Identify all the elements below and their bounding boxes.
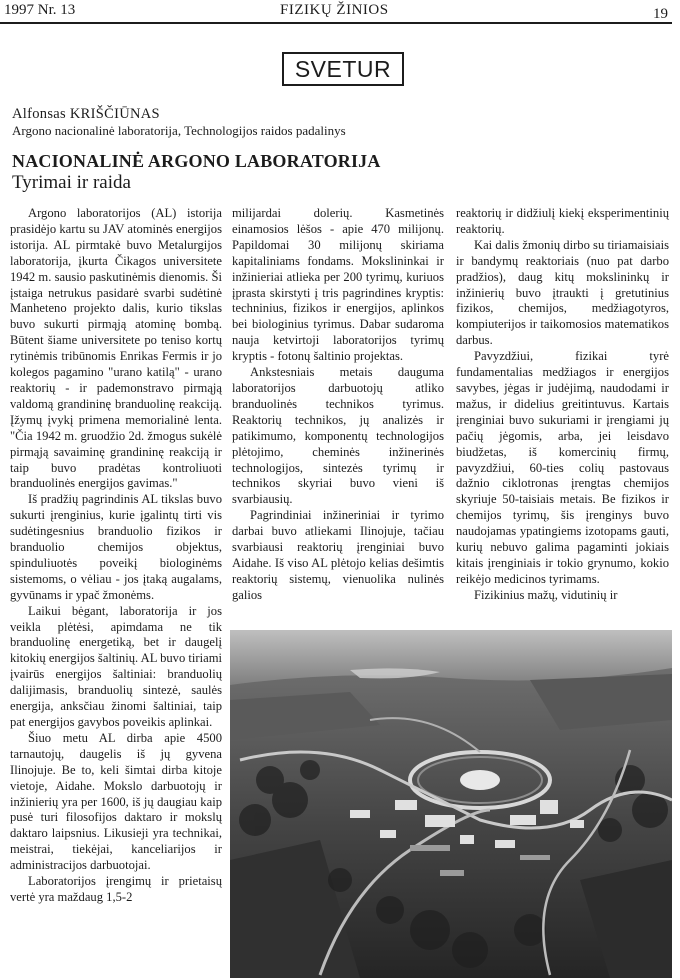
text-column-1 <box>10 206 222 906</box>
paragraph: Argono laboratorijos (AL) istorija prasidėjo kartu su JAV atominės energijos istorija. AL pirmtakė buvo Metalurgijos laboratorija, įkurta Čikagos universitete 1942 m. sausio paskutinėmis dienomis. Ši įstaiga netrukus pasidarė svarbi sudėtinė Manheteno projekto dalis, kurio tikslas buvo sukurti pirmąją atominę bombą. Būtent šiame universitete po teniso kortų rytinėmis tribūnomis Enrikas Fermis ir jo kolegos pagamino "urano katilą" - urano reaktorių - ir pademonstravo pirmąją valdomą grandininę branduolinę reakciją. Įžymų įvykį primena memorialinė lenta. "Čia 1942 m. gruodžio 2d. žmogus sukėlė pirmąją savaiminę grandininę reakciją ir taip buvo pradėtas kontroliuoti branduolinės energijos gavimas." <box>10 206 222 491</box>
aerial-photo-graphic <box>230 630 672 978</box>
paragraph: Laikui bėgant, laboratorija ir jos veikla plėtėsi, apimdama ne tik branduolinę energetiką, bet ir daugelį kitokių energijos šaltinių. AL buvo tiriami įvairūs energijos šaltiniai: branduolių dalijimasis, branduolių sintezė, saulės energija, anksčiau žinomi šaltiniai, taip pat energijos gavybos poveikis aplinkai. <box>10 603 222 729</box>
journal-name: FIZIKŲ ŽINIOS <box>280 2 389 18</box>
text-column-3 <box>456 206 669 604</box>
paragraph: Pagrindiniai inžineriniai ir tyrimo darbai buvo atliekami Ilinojuje, tačiau svarbiausi reaktorių įrenginiai buvo Aidahe. Iš viso AL plėtojo kelias dešimtis reaktorių sistemų, vienuolika nulinės galios <box>232 508 444 602</box>
paragraph: Fizikinius mažų, vidutinių ir <box>474 587 618 602</box>
paragraph: Šiuo metu AL dirba apie 4500 tarnautojų, daugelis iš jų gyvena Ilinojuje. Be to, keli šimtai dirba kitoje vietoje, Aidahe. Mokslo darbuotojų ir inžinierių yra per 1600, iš jų daugiau kaip pusė turi filosofijos daktaro ir mokslų daktaro laipsnius. Likusieji yra technikai, meistrai, tiekėjai, kanceliarijos ir administracijos darbuotojai. <box>10 730 222 873</box>
page-number: 19 <box>653 6 668 22</box>
paragraph: Iš pradžių pagrindinis AL tikslas buvo sukurti įrenginius, kurie įgalintų tirti vis sudėtingesnius branduolio fizikos ir branduolio chemijos objektus, spinduliuotės poveikį biologinėms sistemoms, o vėliau - jos įtaką augalams, gyvūnams ir ypač žmonėms. <box>10 492 222 602</box>
header-rule <box>0 22 672 24</box>
paragraph: Pavyzdžiui, fizikai tyrė fundamentalias medžiagos ir energijos savybes, jėgas ir judėjimą, naudodami ir mažus, ir didelius greitintuvus. Kartais įrenginiai buvo sukuriami ir įrengiami jų pačių jėgomis, arba, jei leisdavo biudžetas, iš komercinių firmų, pavyzdžiui, 60-ties colių pastovaus dažnio ciklotronas įrengtas chemijos skyriuje 50-taisiais metais. Be fizikos ir chemijos tyrimų, šis įrenginys buvo naudojamas ypatingiems izotopams gauti, kurių nebuvo galima pagaminti jokiais kitais įrenginiais ir tokio grynumo, kokio reikėjo medicinos tyrimams. <box>456 349 669 586</box>
aerial-photo <box>230 630 672 978</box>
text-column-2 <box>232 206 444 604</box>
article-subtitle: Tyrimai ir raida <box>12 172 131 193</box>
author-name: Alfonsas KRIŠČIŪNAS <box>12 106 160 122</box>
paragraph: Kai dalis žmonių dirbo su tiriamaisiais ir bandymų reaktoriais (nuo pat darbo pradžios), daug kitų mokslininkų ir inžinierių buvo įtraukti į gretutinius fizikos, chemijos, medžiagotyros, kompiuterijos ir taikomosios matematikos darbus. <box>456 237 669 348</box>
running-header <box>0 0 680 22</box>
article-title: NACIONALINĖ ARGONO LABORATORIJA <box>12 151 381 171</box>
paragraph: reaktorių ir didžiulį kiekį eksperimentinių reaktorių. <box>456 206 669 236</box>
paragraph: Laboratorijos įrengimų ir prietaisų vertė yra maždaug 1,5-2 <box>10 874 222 904</box>
issue-label: 1997 Nr. 13 <box>4 2 76 18</box>
section-label: SVETUR <box>282 52 404 86</box>
paragraph: Ankstesniais metais dauguma laboratorijos darbuotojų atliko branduolinės technikos tyrimus. Reaktorių technikos, jų analizės ir patikimumo, komponentų technologijos plėtojimo, cheminės inžinerinės technologijos, sintezės tyrimų ir technikos skyriai buvo vieni iš svarbiausių. <box>232 365 444 507</box>
paragraph: milijardai dolerių. Kasmetinės einamosios lėšos - apie 470 milijonų. Papildomai 30 milijonų skiriama kapitaliniams fondams. Mokslininkai ir inžinieriai atlieka per 200 tyrimų, kuriuos įprasta skirstyti į tris pagrindines kryptis: techninius, fizikos ir energijos, aplinkos bei biologinius tyrimus. Dabar sudaroma nauja ketvirtoji laboratorijos tyrimų kryptis - fotonų šaltinio projektas. <box>232 206 444 364</box>
author-affiliation: Argono nacionalinė laboratorija, Technologijos raidos padalinys <box>12 123 346 138</box>
